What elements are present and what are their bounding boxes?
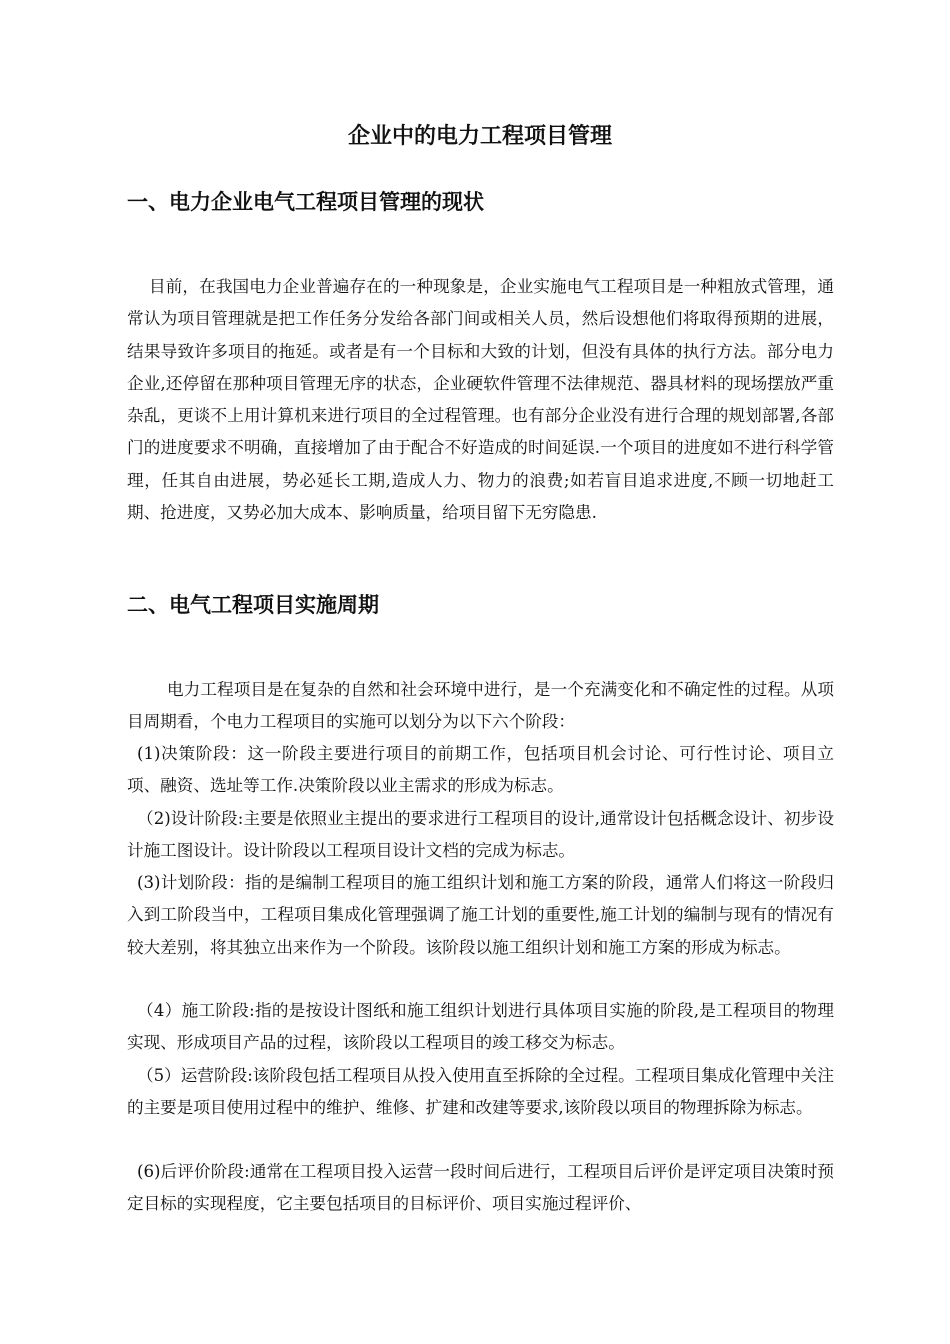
stage-design: （2)设计阶段:主要是依照业主提出的要求进行工程项目的设计,通常设计包括概念设计、初步设计施工图设计。设计阶段以工程项目设计文档的完成为标志。 [127,809,834,861]
section-heading-current-status: 一、电力企业电气工程项目管理的现状 [127,190,484,214]
stage-post-evaluation: (6)后评价阶段:通常在工程项目投入运营一段时间后进行，工程项目后评价是评定项目决策时预定目标的实现程度，它主要包括项目的目标评价、项目实施过程评价、 [127,1162,834,1214]
stage-construction: （4）施工阶段:指的是按设计图纸和施工组织计划进行具体项目实施的阶段,是工程项目的物理实现、形成项目产品的过程，该阶段以工程项目的竣工移交为标志。 [127,1001,834,1053]
stage-planning: (3)计划阶段：指的是编制工程项目的施工组织计划和施工方案的阶段，通常人们将这一阶段归入到工阶段当中，工程项目集成化管理强调了施工计划的重要性,施工计划的编制与现有的情况有较大差别，将其独立出来作为一个阶段。该阶段以施工组织计划和施工方案的形成为标志。 [127,873,834,957]
paragraph-current-status: 目前，在我国电力企业普遍存在的一种现象是，企业实施电气工程项目是一种粗放式管理，通常认为项目管理就是把工作任务分发给各部门间或相关人员，然后设想他们将取得预期的进展，结果导致许多项目的拖延。或者是有一个目标和大致的计划，但没有具体的执行方法。部分电力企业,还停留在那种项目管理无序的状态，企业硬软件管理不法律规范、器具材料的现场摆放严重杂乱，更谈不上用计算机来进行项目的全过程管理。也有部分企业没有进行合理的规划部署,各部门的进度要求不明确，直接增加了由于配合不好造成的时间延误.一个项目的进度如不进行科学管理，任其自由进展，势必延长工期,造成人力、物力的浪费;如若盲目追求进度,不顾一切地赶工期、抢进度，又势必加大成本、影响质量，给项目留下无穷隐患. [127,277,834,523]
paragraph-cycle-intro: 电力工程项目是在复杂的自然和社会环境中进行，是一个充满变化和不确定性的过程。从项目周期看，个电力工程项目的实施可以划分为以下六个阶段： [127,680,834,732]
document-title: 企业中的电力工程项目管理 [347,124,612,149]
stage-decision: (1)决策阶段：这一阶段主要进行项目的前期工作，包括项目机会讨论、可行性讨论、项目立项、融资、选址等工作.决策阶段以业主需求的形成为标志。 [127,744,834,796]
section-heading-implementation-cycle: 二、电气工程项目实施周期 [127,593,379,617]
stage-operation: （5）运营阶段:该阶段包括工程项目从投入使用直至拆除的全过程。工程项目集成化管理中关注的主要是项目使用过程中的维护、维修、扩建和改建等要求,该阶段以项目的物理拆除为标志。 [127,1066,834,1118]
